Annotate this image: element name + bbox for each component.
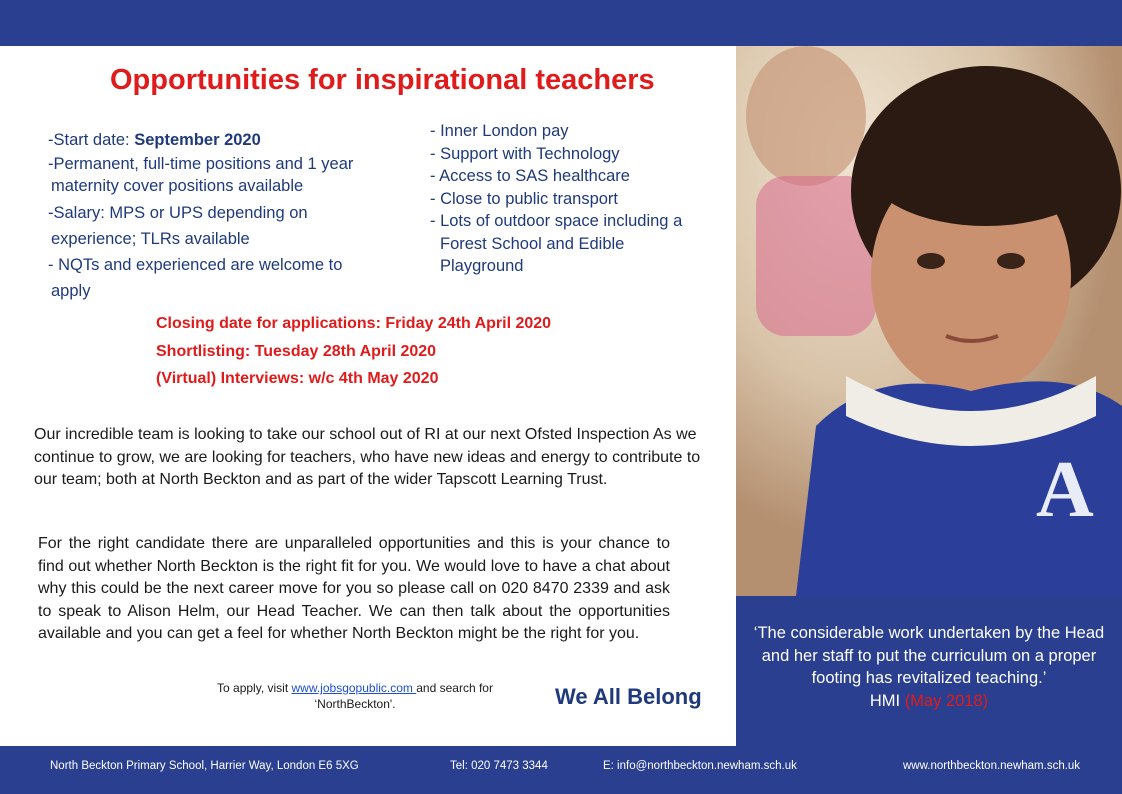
list-item-salary xyxy=(48,200,388,252)
outdoor-line1: - Lots of outdoor space including a xyxy=(430,212,683,230)
start-date-label: -Start date: xyxy=(48,131,135,149)
ofsted-quote xyxy=(740,622,1118,712)
quote-source: HMI xyxy=(869,691,905,710)
shortlisting-date: Shortlisting: Tuesday 28th April 2020 xyxy=(156,342,437,360)
hoodie-letter: A xyxy=(1036,446,1094,534)
salary-line2: experience; TLRs available xyxy=(51,230,250,248)
child-photo-illustration xyxy=(736,46,1122,596)
benefit-item: - Inner London pay xyxy=(430,122,569,140)
slogan: We All Belong xyxy=(555,684,702,709)
job-details-list xyxy=(48,127,388,304)
start-date-value: September 2020 xyxy=(134,131,261,149)
footer-email[interactable]: E: info@northbeckton.newham.sch.uk xyxy=(603,760,797,772)
apply-prefix: To apply, visit xyxy=(217,681,292,695)
candidate-paragraph: For the right candidate there are unparalleled opportunities and this is your chance to find out whether North Beckton is the right fit for you. We would love to have a chat about why this could be the next career move for you so please call on 020 8470 2339 and ask to speak to Alison Helm, our Head Teacher. We can then talk about the opportunities available and you can get a feel for whether North Beckton might be the right for you. xyxy=(38,535,670,642)
nqts-line1: - NQTs and experienced are welcome to xyxy=(48,256,343,274)
list-item-positions xyxy=(48,153,388,197)
footer-website[interactable]: www.northbeckton.newham.sch.uk xyxy=(903,760,1081,772)
footer-address: North Beckton Primary School, Harrier Way, London E6 5XG xyxy=(50,760,359,772)
interviews-date: (Virtual) Interviews: w/c 4th May 2020 xyxy=(156,370,439,387)
benefit-item: - Access to SAS healthcare xyxy=(430,167,630,185)
child-photo xyxy=(736,46,1122,596)
benefit-item: - Support with Technology xyxy=(430,144,620,163)
key-dates xyxy=(156,310,616,393)
apply-suffix: and search for xyxy=(416,681,493,695)
outdoor-line3: Playground xyxy=(440,257,524,275)
top-banner xyxy=(0,0,1122,46)
outdoor-line2: Forest School and Edible xyxy=(440,234,625,253)
list-item-start-date xyxy=(48,127,388,153)
list-item-nqts xyxy=(48,252,388,304)
positions-line2: maternity cover positions available xyxy=(51,177,304,195)
closing-date: Closing date for applications: Friday 24th April 2020 xyxy=(156,315,552,332)
benefit-item: - Close to public transport xyxy=(430,189,619,208)
quote-text: ‘The considerable work undertaken by the Head and her staff to put the curriculum on a proper footing has revitalized teaching.’ xyxy=(753,624,1105,687)
page-title: Opportunities for inspirational teachers xyxy=(110,64,655,96)
apply-instructions xyxy=(180,680,530,712)
positions-line1: -Permanent, full-time positions and 1 year xyxy=(48,155,354,173)
jobsgopublic-link[interactable]: www.jobsgopublic.com xyxy=(291,681,417,695)
intro-paragraph: Our incredible team is looking to take our school out of RI at our next Ofsted Inspection As we continue to grow, we are looking for teachers, who have new ideas and energy to contribute to our team; both at North Beckton and as part of the wider Tapscott Learning Trust. xyxy=(34,426,701,488)
footer-telephone: Tel: 020 7473 3344 xyxy=(450,760,548,772)
salary-line1: -Salary: MPS or UPS depending on xyxy=(48,204,308,222)
apply-search-term: ‘NorthBeckton'. xyxy=(314,697,396,711)
benefits-list xyxy=(430,120,730,278)
benefit-item xyxy=(430,210,730,278)
quote-date: (May 2018) xyxy=(904,691,989,710)
nqts-line2: apply xyxy=(51,282,91,300)
